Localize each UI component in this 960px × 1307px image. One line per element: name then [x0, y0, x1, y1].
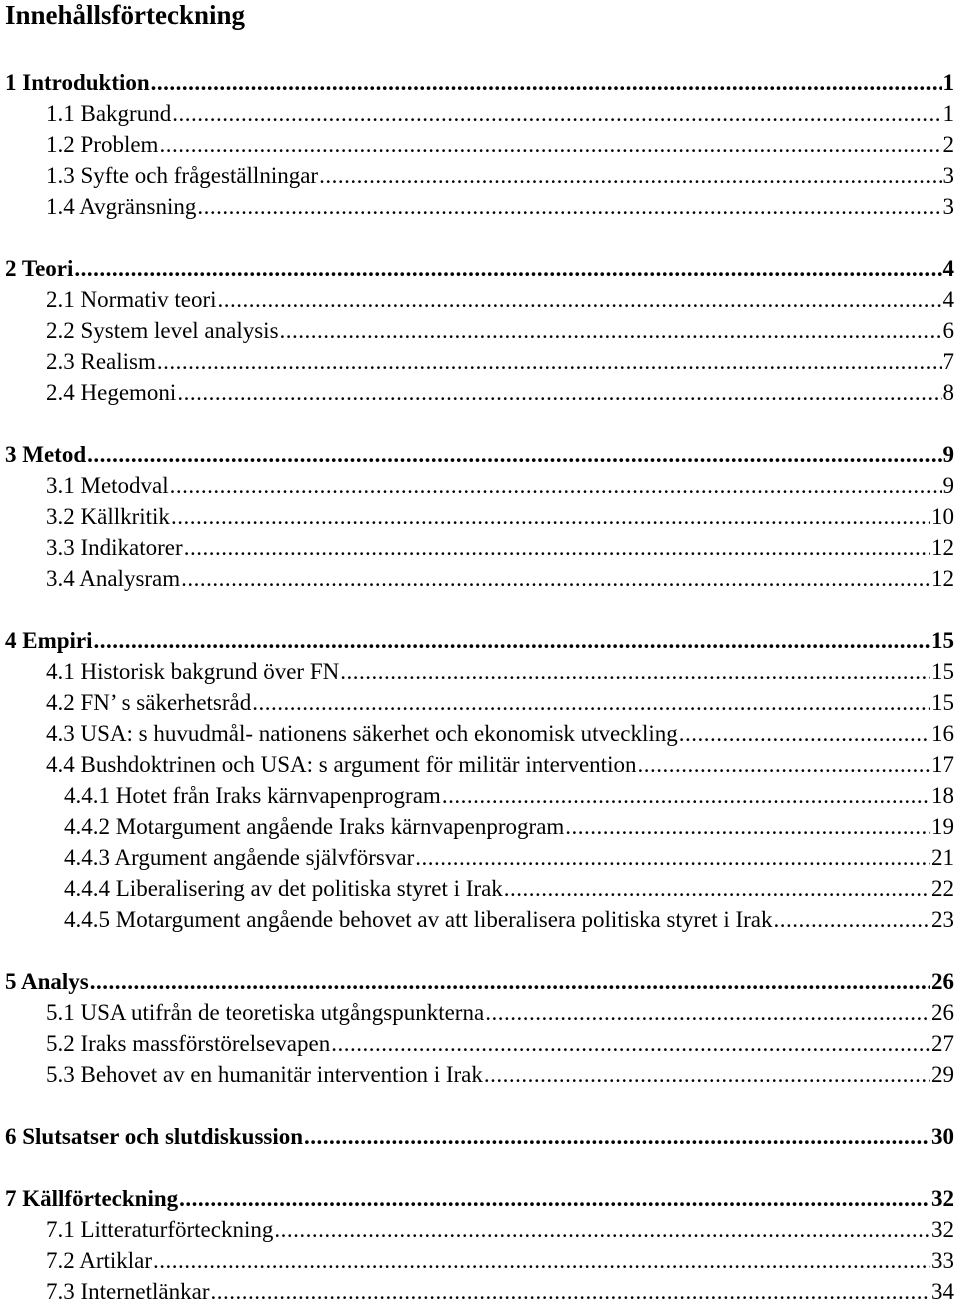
toc-entry-page-number: 4 [942, 287, 954, 312]
toc-entry[interactable] [64, 843, 954, 873]
toc-entry-label: 4.4.4 Liberalisering av det politiska styret i Irak [64, 876, 503, 901]
toc-entry-page-number: 6 [942, 318, 954, 343]
toc-entry-page-number: 3 [942, 194, 954, 219]
toc-entry-page-number: 16 [931, 721, 954, 746]
toc-entry[interactable] [46, 533, 954, 563]
toc-entry[interactable] [64, 781, 954, 811]
toc-entry-label: 2.3 Realism [46, 349, 156, 374]
toc-entry-label: 1.2 Problem [46, 132, 159, 157]
dot-leader [679, 719, 930, 749]
toc-entry[interactable] [46, 1215, 954, 1245]
toc-entry-page-number: 3 [942, 163, 954, 188]
toc-entry-page-number: 1 [942, 70, 954, 95]
dot-leader [159, 130, 941, 160]
dot-leader [331, 1029, 930, 1059]
toc-entry-label: 4.3 USA: s huvudmål- nationens säkerhet och ekonomisk utveckling [46, 721, 678, 746]
toc-entry-label: 4.4.5 Motargument angående behovet av att liberalisera politiska styret i Irak [64, 907, 773, 932]
toc-entry[interactable] [5, 68, 954, 98]
toc-entry-label: 1.1 Bakgrund [46, 101, 172, 126]
toc-entry[interactable] [5, 626, 954, 656]
dot-leader [184, 533, 930, 563]
dot-leader [87, 440, 941, 470]
toc-entry-label: 4 Empiri [5, 628, 93, 653]
toc-entry[interactable] [46, 192, 954, 222]
toc-entry-label: 7.1 Litteraturförteckning [46, 1217, 274, 1242]
dot-leader [171, 502, 930, 532]
dot-leader [218, 285, 942, 315]
toc-entry-label: 7.2 Artiklar [46, 1248, 153, 1273]
toc-entry-label: 5 Analys [5, 969, 89, 994]
toc-entry[interactable] [46, 1246, 954, 1276]
toc-entry-page-number: 9 [942, 473, 954, 498]
toc-entry-label: 3.4 Analysram [46, 566, 181, 591]
toc-entry-page-number: 19 [931, 814, 954, 839]
toc-entry-label: 3 Metod [5, 442, 87, 467]
dot-leader [94, 626, 930, 656]
dot-leader [485, 998, 930, 1028]
toc-entry[interactable] [46, 316, 954, 346]
toc-entry-page-number: 2 [942, 132, 954, 157]
toc-entry[interactable] [46, 657, 954, 687]
toc-entry-page-number: 29 [931, 1062, 954, 1087]
toc-entry-page-number: 27 [931, 1031, 954, 1056]
dot-leader [304, 1122, 930, 1152]
toc-entry-label: 2 Teori [5, 256, 74, 281]
toc-entry-page-number: 12 [931, 566, 954, 591]
toc-entry-label: 4.4 Bushdoktrinen och USA: s argument för militär intervention [46, 752, 637, 777]
toc-entry-page-number: 9 [942, 442, 954, 467]
page-title: Innehållsförteckning [5, 0, 246, 30]
toc-entry-label: 7 Källförteckning [5, 1186, 179, 1211]
toc-entry-label: 4.4.2 Motargument angående Iraks kärnvapenprogram [64, 814, 565, 839]
toc-entry-page-number: 4 [942, 256, 954, 281]
toc-entry-label: 4.4.1 Hotet från Iraks kärnvapenprogram [64, 783, 441, 808]
toc-entry[interactable] [46, 719, 954, 749]
toc-entry-page-number: 32 [931, 1186, 954, 1211]
dot-leader [637, 750, 930, 780]
toc-entry-page-number: 34 [931, 1279, 954, 1304]
toc-entry[interactable] [5, 254, 954, 284]
dot-leader [170, 471, 942, 501]
toc-entry-page-number: 18 [931, 783, 954, 808]
toc-entry[interactable] [5, 1122, 954, 1152]
dot-leader [484, 1060, 930, 1090]
dot-leader [179, 1184, 930, 1214]
toc-entry-label: 3.2 Källkritik [46, 504, 170, 529]
toc-entry-label: 3.3 Indikatorer [46, 535, 183, 560]
toc-entry-label: 2.1 Normativ teori [46, 287, 217, 312]
toc-entry-label: 1 Introduktion [5, 70, 150, 95]
toc-entry[interactable] [46, 998, 954, 1028]
toc-entry-label: 2.4 Hegemoni [46, 380, 177, 405]
toc-entry-page-number: 32 [931, 1217, 954, 1242]
toc-entry[interactable] [64, 874, 954, 904]
toc-entry[interactable] [46, 161, 954, 191]
toc-entry[interactable] [5, 967, 954, 997]
dot-leader [280, 316, 942, 346]
toc-entry-label: 1.4 Avgränsning [46, 194, 197, 219]
dot-leader [252, 688, 930, 718]
toc-entry-label: 3.1 Metodval [46, 473, 169, 498]
toc-entry-page-number: 15 [931, 690, 954, 715]
toc-entry[interactable] [46, 688, 954, 718]
dot-leader [442, 781, 930, 811]
dot-leader [157, 347, 942, 377]
dot-leader [340, 657, 930, 687]
dot-leader [197, 192, 941, 222]
toc-entry[interactable] [5, 1184, 954, 1214]
dot-leader [504, 874, 930, 904]
toc-entry[interactable] [46, 285, 954, 315]
toc-entry-label: 4.4.3 Argument angående självförsvar [64, 845, 415, 870]
toc-entry-page-number: 10 [931, 504, 954, 529]
toc-entry[interactable] [46, 378, 954, 408]
toc-entry-page-number: 17 [931, 752, 954, 777]
toc-entry-page-number: 7 [942, 349, 954, 374]
toc-entry[interactable] [46, 1277, 954, 1307]
toc-entry-page-number: 15 [931, 659, 954, 684]
toc-entry[interactable] [46, 502, 954, 532]
dot-leader [210, 1277, 930, 1307]
toc-entry-page-number: 21 [931, 845, 954, 870]
toc-entry-page-number: 33 [931, 1248, 954, 1273]
toc-entry[interactable] [46, 347, 954, 377]
toc-entry[interactable] [46, 99, 954, 129]
toc-entry-label: 6 Slutsatser och slutdiskussion [5, 1124, 304, 1149]
toc-entry-page-number: 26 [931, 969, 954, 994]
dot-leader [151, 68, 942, 98]
toc-entry[interactable] [46, 564, 954, 594]
toc-entry-label: 7.3 Internetlänkar [46, 1279, 210, 1304]
toc-entry[interactable] [64, 905, 954, 935]
toc-entry[interactable] [46, 1060, 954, 1090]
toc-entry[interactable] [46, 130, 954, 160]
toc-entry[interactable] [46, 1029, 954, 1059]
toc-entry-page-number: 30 [931, 1124, 954, 1149]
dot-leader [172, 99, 941, 129]
toc-entry-label: 4.1 Historisk bakgrund över FN [46, 659, 340, 684]
toc-entry[interactable] [46, 750, 954, 780]
dot-leader [153, 1246, 930, 1276]
toc-entry-page-number: 8 [942, 380, 954, 405]
dot-leader [415, 843, 930, 873]
toc-entry-page-number: 23 [931, 907, 954, 932]
dot-leader [74, 254, 941, 284]
toc-entry-page-number: 26 [931, 1000, 954, 1025]
toc-entry-label: 2.2 System level analysis [46, 318, 279, 343]
toc-entry-label: 4.2 FN’ s säkerhetsråd [46, 690, 252, 715]
toc-entry-label: 5.3 Behovet av en humanitär intervention i Irak [46, 1062, 483, 1087]
toc-entry-page-number: 1 [942, 101, 954, 126]
dot-leader [181, 564, 930, 594]
toc-entry-label: 5.2 Iraks massförstörelsevapen [46, 1031, 331, 1056]
toc-entry-label: 1.3 Syfte och frågeställningar [46, 163, 319, 188]
toc-entry[interactable] [64, 812, 954, 842]
dot-leader [565, 812, 930, 842]
dot-leader [319, 161, 941, 191]
toc-entry[interactable] [5, 440, 954, 470]
dot-leader [774, 905, 930, 935]
dot-leader [90, 967, 930, 997]
toc-entry-page-number: 22 [931, 876, 954, 901]
dot-leader [274, 1215, 930, 1245]
toc-entry-page-number: 15 [931, 628, 954, 653]
toc-entry-label: 5.1 USA utifrån de teoretiska utgångspunkterna [46, 1000, 485, 1025]
toc-entry-page-number: 12 [931, 535, 954, 560]
dot-leader [177, 378, 941, 408]
toc-entry[interactable] [46, 471, 954, 501]
